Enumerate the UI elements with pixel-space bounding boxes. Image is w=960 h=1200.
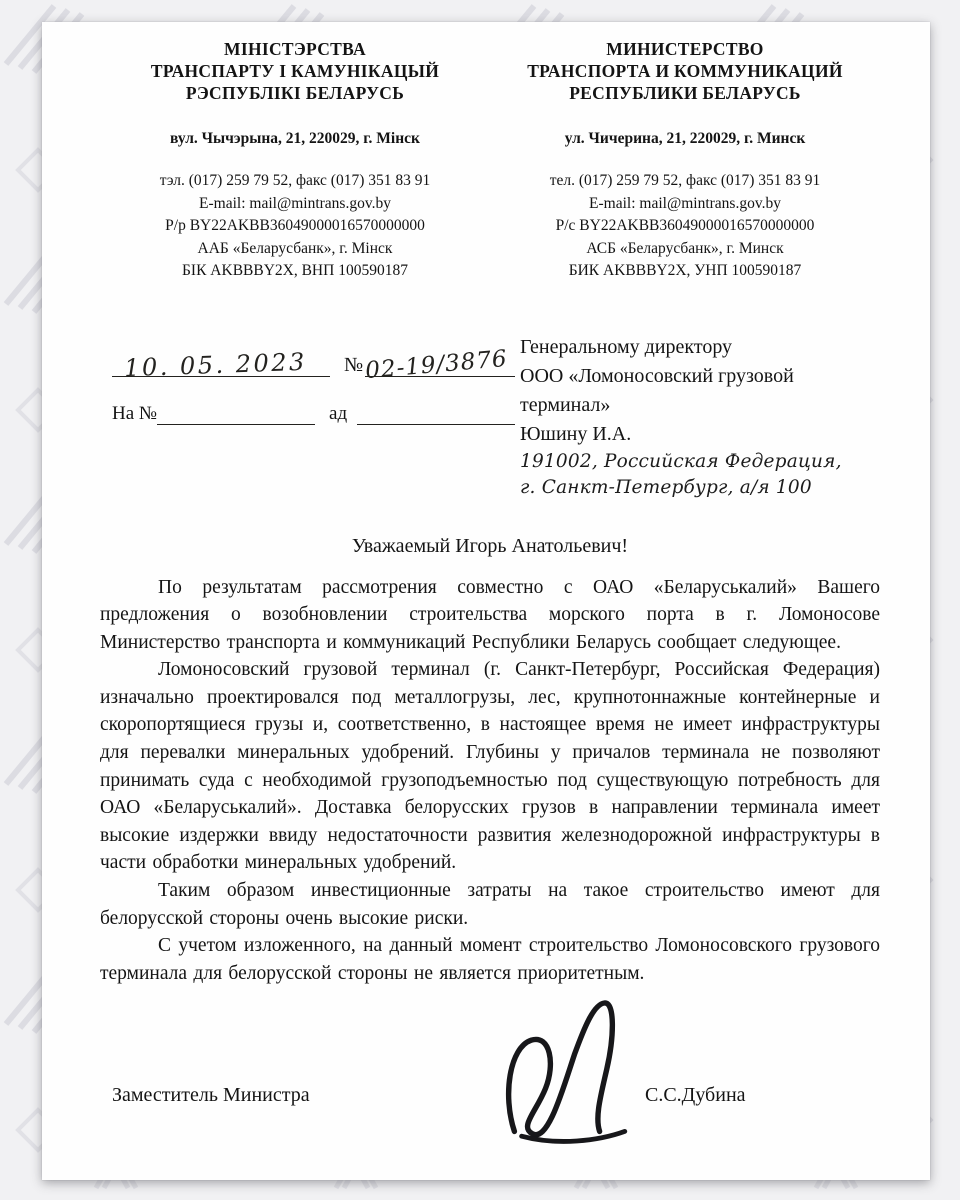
body-paragraph: Ломоносовский грузовой терминал (г. Санкт-Петербург, Российская Федерация) изначально проектировался под металлогрузы, лес, крупнотоннажные контейнерные и скоропортящиеся грузы и, соответственно, в настоящее время не имеет инфраструктуры для перевалки минеральных удобрений. Глубины у причалов терминала не позволяют принимать суда с необходимой грузоподъемностью под существующую потребность для ОАО «Беларуськалий». Доставка белорусских грузов в направлении терминала имеет высокие издержки ввиду недостаточности развития железнодорожной инфраструктуры в части обработки минеральных удобрений. <box>100 659 880 874</box>
letter-body <box>100 574 880 988</box>
outgoing-number-field <box>364 345 515 384</box>
addressee-postal-line: г. Санкт-Петербург, а/я 100 <box>520 476 812 498</box>
org-name-line: РЕСПУБЛИКИ БЕЛАРУСЬ <box>569 83 801 103</box>
org-address: ул. Чичерина, 21, 220029, г. Минск <box>564 130 806 147</box>
org-name-line: МІНІСТЭРСТВА <box>224 39 366 59</box>
contact-line: АСБ «Беларусбанк», г. Минск <box>586 239 784 257</box>
number-sign: № <box>344 353 364 376</box>
org-name-line: ТРАНСПАРТУ І КАМУНІКАЦЫЙ <box>150 61 440 81</box>
addressee-line: Юшину И.А. <box>520 422 632 445</box>
letterhead <box>100 38 880 283</box>
addressee-line: Генеральному директору <box>520 335 733 358</box>
contact-line: E-mail: mail@mintrans.gov.by <box>589 194 781 212</box>
org-name-line: МИНИСТЕРСТВО <box>606 39 764 59</box>
org-name-line: РЭСПУБЛІКІ БЕЛАРУСЬ <box>185 83 405 103</box>
org-address: вул. Чычэрына, 21, 220029, г. Мінск <box>170 130 420 147</box>
reply-to-label: На № <box>112 402 158 424</box>
org-contacts <box>490 170 880 283</box>
salutation: Уважаемый Игорь Анатольевич! <box>351 534 629 557</box>
body-paragraph: По результатам рассмотрения совместно с ОАО «Беларуськалий» Вашего предложения о возобновлении строительства морского порта в г. Ломоносове Министерство транспорта и коммуникаций Республики Беларусь сообщает следующее. <box>100 576 880 653</box>
addressee-block <box>520 333 888 501</box>
org-name-line: ТРАНСПОРТА И КОММУНИКАЦИЙ <box>527 61 843 81</box>
outgoing-date-field <box>112 347 330 382</box>
contact-line: тэл. (017) 259 79 52, факс (017) 351 83 91 <box>159 172 431 189</box>
letterhead-right <box>490 38 880 283</box>
contact-line: Р/р BY22AKBB36049000016570000000 <box>165 217 425 234</box>
handwritten-signature-icon <box>488 997 668 1147</box>
body-paragraph: Таким образом инвестиционные затраты на такое строительство имеют для белорусской стороны очень высокие риски. <box>100 880 880 929</box>
addressee-line: терминал» <box>520 393 611 416</box>
contact-line: БІК AKBBBY2X, ВНП 100590187 <box>182 262 408 279</box>
letterhead-left <box>100 38 490 283</box>
contact-line: ААБ «Беларусбанк», г. Мінск <box>197 239 393 257</box>
org-contacts <box>100 170 490 283</box>
letter-page <box>42 22 930 1180</box>
contact-line: тел. (017) 259 79 52, факс (017) 351 83 91 <box>549 172 821 189</box>
contact-line: Р/с BY22AKBB36049000016570000000 <box>555 217 815 234</box>
handwritten-date: 10. 05. 2023 <box>123 347 308 382</box>
signer-position: Заместитель Министра <box>112 1084 310 1107</box>
addressee-line: ООО «Ломоносовский грузовой <box>520 364 794 387</box>
reply-from-label: ад <box>329 402 348 424</box>
reply-number-blank <box>157 401 315 425</box>
signature-block <box>100 1025 880 1135</box>
contact-line: БИК AKBBBY2X, УНП 100590187 <box>568 262 802 279</box>
reply-date-blank <box>357 401 515 425</box>
handwritten-number: 02-19/3876 <box>364 345 509 384</box>
signer-name: С.С.Дубина <box>645 1084 746 1107</box>
addressee-postal-line: 191002, Российская Федерация, <box>520 450 842 472</box>
reference-block <box>100 333 520 501</box>
contact-line: E-mail: mail@mintrans.gov.by <box>199 194 391 212</box>
body-paragraph: С учетом изложенного, на данный момент строительство Ломоносовского грузового терминала для белорусской стороны не является приоритетным. <box>100 935 880 984</box>
